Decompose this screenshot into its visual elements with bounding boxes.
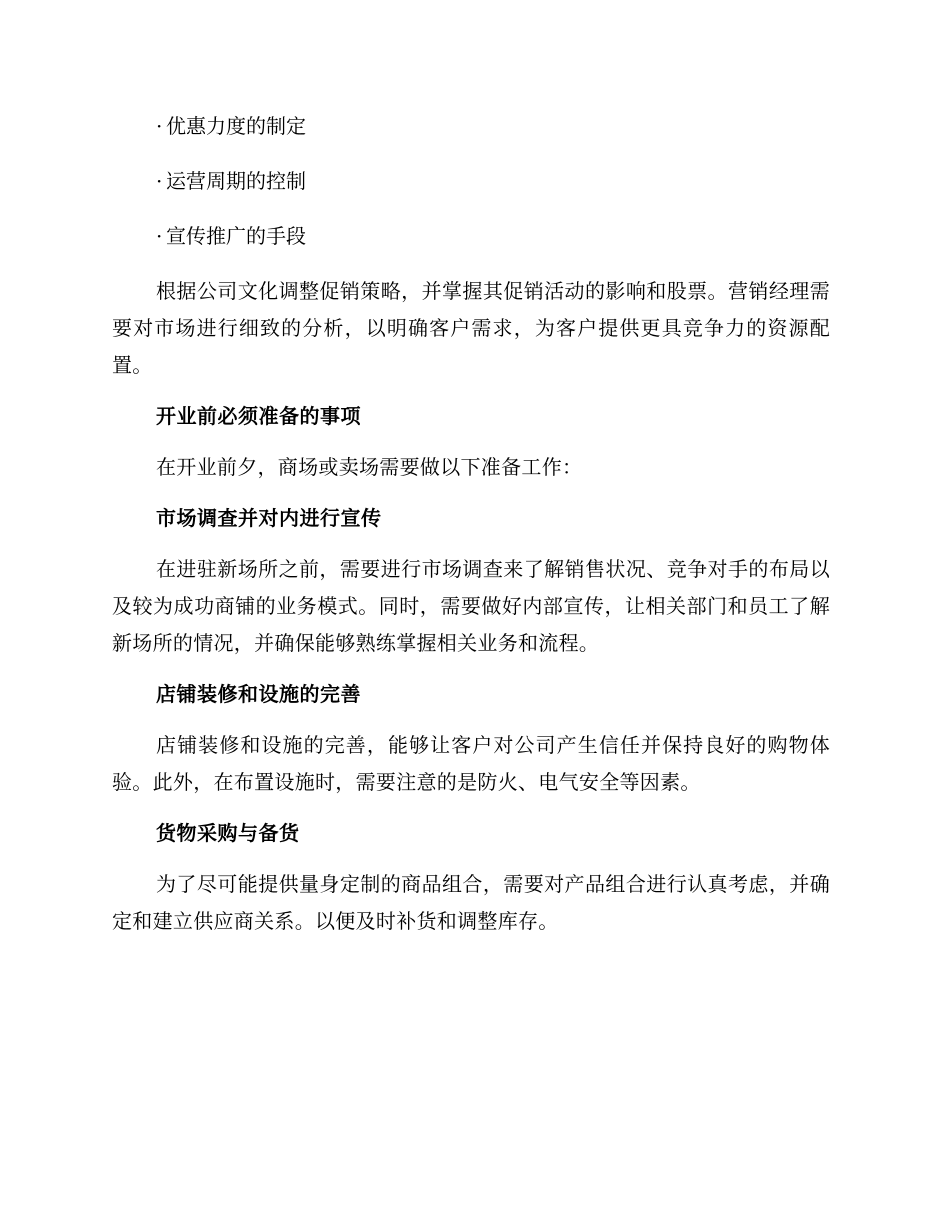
bullet-item: [112, 218, 830, 255]
bullet-marker: ·: [156, 224, 163, 248]
section-paragraph-market: 在进驻新场所之前，需要进行市场调查来了解销售状况、竞争对手的布局以及较为成功商铺的业务模式。同时，需要做好内部宣传，让相关部门和员工了解新场所的情况，并确保能够熟练掌握相关业务和流程。: [112, 557, 830, 655]
section-heading-market: 市场调查并对内进行宣传: [156, 506, 382, 530]
section-heading-prep: 开业前必须准备的事项: [156, 404, 361, 428]
intro-paragraph: 根据公司文化调整促销策略，并掌握其促销活动的影响和股票。营销经理需要对市场进行细致的分析，以明确客户需求，为客户提供更具竞争力的资源配置。: [112, 279, 830, 377]
bullet-marker: ·: [156, 169, 163, 193]
bullet-text: 宣传推广的手段: [166, 224, 306, 248]
bullet-text: 运营周期的控制: [166, 169, 306, 193]
bullet-marker: ·: [156, 114, 163, 138]
bullet-text: 优惠力度的制定: [166, 114, 306, 138]
section-heading-goods: 货物采购与备货: [156, 821, 300, 845]
section-paragraph-store: 店铺装修和设施的完善，能够让客户对公司产生信任并保持良好的购物体验。此外，在布置设施时，需要注意的是防火、电气安全等因素。: [112, 733, 830, 794]
document-body: [112, 108, 830, 954]
section-paragraph-goods: 为了尽可能提供量身定制的商品组合，需要对产品组合进行认真考虑，并确定和建立供应商关系。以便及时补货和调整库存。: [112, 872, 830, 933]
bullet-item: [112, 108, 830, 145]
bullet-item: [112, 163, 830, 200]
section-heading-store: 店铺装修和设施的完善: [156, 682, 361, 706]
section-paragraph-prep: 在开业前夕，商场或卖场需要做以下准备工作：: [156, 455, 583, 479]
